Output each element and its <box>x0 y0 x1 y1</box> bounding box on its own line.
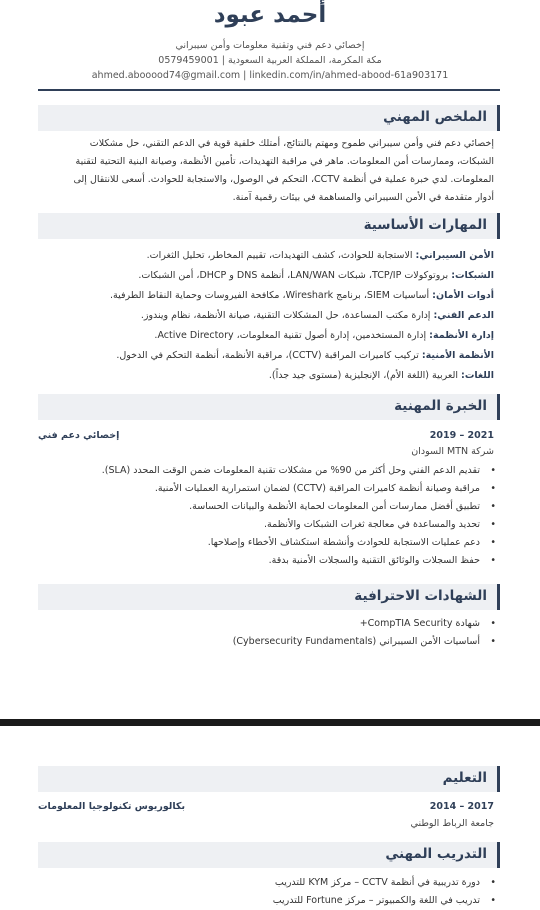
summary-line: إخصائي دعم فني وأمن سيبراني طموح ومهتم بالنتائج، أمتلك خلفية قوية في الدعم التقني، حل مشكلات <box>89 138 494 149</box>
list-item: • تطبيق أفضل ممارسات أمن المعلومات لحماية الأنظمة والبيانات الحساسة. <box>102 498 480 516</box>
skill-row: أدوات الأمان: أساسيات SIEM، برنامج Wireshark، مكافحة الفيروسات وحماية النقاط الطرفية. <box>110 290 494 301</box>
certs-list <box>233 615 480 651</box>
summary-line: الشبكات، وممارسات أمن المعلومات. ماهر في مراقبة التهديدات، تأمين الأنظمة، وصيانة البنية التحتية لتقنية <box>75 156 494 167</box>
list-item: • دعم عمليات الاستجابة للحوادث وأنشطة استكشاف الأخطاء وإصلاحها. <box>102 534 480 552</box>
skill-row: الشبكات: بروتوكولات TCP/IP، شبكات LAN/WAN، أنظمة DNS و DHCP، أمن الشبكات. <box>138 270 494 281</box>
skill-row: إدارة الأنظمة: إدارة المستخدمين، إدارة أصول تقنية المعلومات، Active Directory. <box>154 330 494 341</box>
experience-dates: 2019 – 2021 <box>429 430 494 441</box>
section-certs-heading <box>38 584 500 610</box>
list-item: • دورة تدريبية في أنظمة CCTV – مركز KYM للتدريب <box>273 874 480 892</box>
list-item: • تدريب في اللغة والكمبيوتر – مركز Fortune للتدريب <box>273 892 480 910</box>
section-education-heading <box>38 766 500 792</box>
skill-row: الدعم الفني: إدارة مكتب المساعدة، حل المشكلات التقنية، صيانة الأنظمة، نظام ويندوز. <box>140 310 494 321</box>
summary-line: المعلومات. لدي خبرة عملية في أنظمة CCTV، التحكم في الوصول، والاستجابة للحوادث. أسعى للانتقال إلى <box>73 174 494 185</box>
section-experience-heading <box>38 394 500 420</box>
section-title: الخبرة المهنية <box>394 398 487 414</box>
list-item: • تحديد والمساعدة في معالجة ثغرات الشبكات والأنظمة. <box>102 516 480 534</box>
resume-page-2 <box>0 726 540 909</box>
education-school: جامعة الرباط الوطني <box>410 818 494 829</box>
section-title: التدريب المهني <box>385 846 487 862</box>
candidate-name: أحمد عبود <box>213 2 327 28</box>
job-subtitle: إخصائي دعم فني وتقنية معلومات وأمن سيبراني <box>175 40 365 51</box>
list-item: • حفظ السجلات والوثائق التقنية والسجلات الأمنية بدقة. <box>102 552 480 570</box>
experience-title: إخصائي دعم فني <box>38 430 120 441</box>
skill-row: الأمن السيبراني: الاستجابة للحوادث، كشف التهديدات، تقييم المخاطر، تحليل الثغرات. <box>146 250 494 261</box>
education-degree: بكالوريوس تكنولوجيا المعلومات <box>38 801 186 812</box>
experience-company: شركة MTN السودان <box>411 446 494 457</box>
section-title: المهارات الأساسية <box>363 217 487 233</box>
experience-bullets <box>102 462 480 570</box>
list-item: • أساسيات الأمن السيبراني (Cybersecurity Fundamentals) <box>233 633 480 651</box>
section-title: الملخص المهني <box>383 109 487 125</box>
list-item: • تقديم الدعم الفني وحل أكثر من 90% من مشكلات تقنية المعلومات ضمن الوقت المحدد (SLA). <box>102 462 480 480</box>
section-skills-heading <box>38 213 500 239</box>
page-separator <box>0 719 540 726</box>
training-list <box>273 874 480 910</box>
education-dates: 2014 – 2017 <box>429 801 494 812</box>
list-item: • شهادة CompTIA Security+ <box>233 615 480 633</box>
email-linkedin[interactable]: ahmed.abooood74@gmail.com | linkedin.com/in/ahmed-abood-61a903171 <box>91 70 449 81</box>
section-summary-heading <box>38 105 500 131</box>
summary-paragraph <box>38 135 494 207</box>
list-item: • مراقبة وصيانة أنظمة كاميرات المراقبة (CCTV) لضمان استمرارية العمليات الأمنية. <box>102 480 480 498</box>
skill-row: الأنظمة الأمنية: تركيب كاميرات المراقبة (CCTV)، مراقبة الأنظمة، أنظمة التحكم في الدخول. <box>116 350 494 361</box>
header-divider <box>38 89 500 91</box>
location-phone: مكة المكرمة، المملكة العربية السعودية | 0579459001 <box>158 55 382 66</box>
summary-line: أدوار متقدمة في الأمن السيبراني والمساهمة في بيئات رقمية آمنة. <box>232 192 494 203</box>
skill-row: اللغات: العربية (اللغة الأم)، الإنجليزية (مستوى جيد جداً). <box>268 370 494 381</box>
section-title: الشهادات الاحترافية <box>354 588 487 604</box>
section-training-heading <box>38 842 500 868</box>
section-title: التعليم <box>442 770 487 786</box>
